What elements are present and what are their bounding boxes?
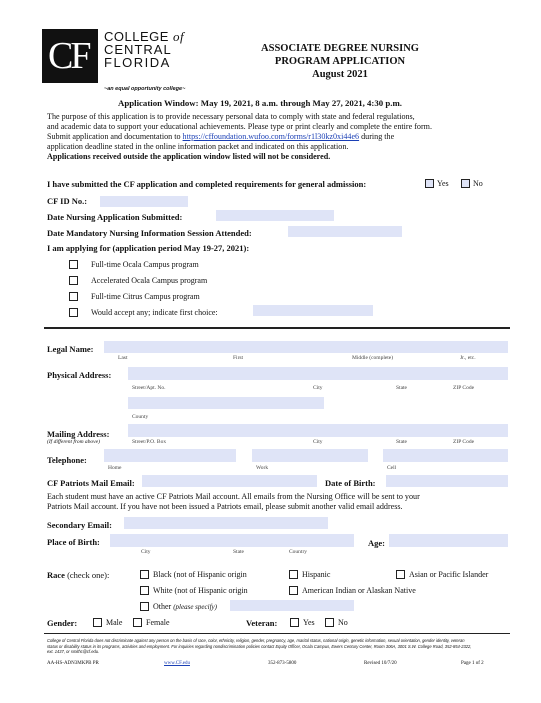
pob-sub-country: Country [289,549,308,555]
phone-sub-cell: Cell [387,465,397,471]
submitted-no-checkbox[interactable] [461,179,470,188]
legal-name-sub-suffix: Jr., etc. [460,355,476,361]
mailing-sub-street: Street/P.O. Box [132,439,167,445]
physical-address-field[interactable] [128,367,508,380]
gender-male-checkbox[interactable] [93,618,102,627]
cf-id-field[interactable] [100,196,188,207]
program-checkbox-ocala-fulltime[interactable] [69,260,78,269]
race-label-hispanic: Hispanic [302,570,331,579]
purpose-line4: application deadline stated in the online information packet and indicated on this application. [47,142,349,151]
purpose-warning: Applications received outside the application window listed will not be considered. [47,152,331,161]
program-checkbox-ocala-accelerated[interactable] [69,276,78,285]
gender-female-label: Female [146,618,170,627]
purpose-line3-pre: Submit application and documentation to [47,132,183,141]
legal-name-sub-middle: Middle (complete) [352,355,394,361]
gender-female-checkbox[interactable] [133,618,142,627]
date-submitted-field[interactable] [216,210,334,221]
submitted-question: I have submitted the CF application and completed requirements for general admission: [47,179,367,189]
veteran-no-checkbox[interactable] [325,618,334,627]
email-note-line1: Each student must have an active CF Patriots Mail account. All emails from the Nursing Office will be sent to your [47,492,420,501]
place-of-birth-label: Place of Birth: [47,537,100,547]
veteran-yes-label: Yes [303,618,315,627]
county-field[interactable] [128,397,324,409]
telephone-work-field[interactable] [252,449,368,462]
pob-sub-state: State [233,549,244,555]
email-note [47,492,420,512]
disclaimer-line3: ext. 1437, or smithc@cf.edu. [47,649,100,655]
race-check-one: (check one): [67,570,110,580]
race-other-text: Other [153,602,172,611]
logo-tagline: ~an equal opportunity college~ [104,86,186,92]
physical-address-label: Physical Address: [47,370,112,380]
disclaimer-line1: College of Central Florida does not discriminate against any person on the basis of race, color, ethnicity, religion, gender, pregnancy, age, marital status, national origin, genetic information, sexual orientation, gender identity, veteran [47,638,465,643]
mailing-sub-zip: ZIP Code [453,439,475,445]
cf-logo-mark [42,29,98,83]
footer-phone: 352-873-5800 [268,661,297,666]
legal-name-sub-last: Last [118,355,128,361]
form-title [240,42,440,81]
application-window: Application Window: May 19, 2021, 8 a.m. through May 27, 2021, 4:30 p.m. [118,98,402,108]
secondary-email-label: Secondary Email: [47,520,112,530]
race-label [47,570,109,580]
logo-wordmark [104,30,184,69]
mailing-sub-city: City [313,439,323,445]
physical-sub-street: Street/Apt. No. [132,385,166,391]
program-checkbox-any[interactable] [69,308,78,317]
logo-line1: COLLEGE [104,29,169,44]
program-label-any: Would accept any; indicate first choice: [91,308,218,317]
footer-url[interactable]: www.CF.edu [164,661,190,666]
dob-label: Date of Birth: [325,478,376,488]
program-label-ocala-accelerated: Accelerated Ocala Campus program [91,276,208,285]
age-label: Age: [368,538,385,548]
veteran-no-label: No [338,618,348,627]
email-note-line2: Patriots Mail account. If you have not been issued a Patriots email, please submit another valid email address. [47,502,403,511]
date-session-field[interactable] [288,226,402,237]
submitted-no-label: No [473,179,483,188]
race-checkbox-hispanic[interactable] [289,570,298,579]
race-checkbox-asian[interactable] [396,570,405,579]
phone-sub-work: Work [256,465,269,471]
date-submitted-label: Date Nursing Application Submitted: [47,212,183,222]
county-sub: County [132,414,149,420]
mailing-note: (If different from above) [47,439,100,445]
purpose-line2: and academic data to support your educational achievements. Please type or print clearly and complete the entire form. [47,122,432,131]
race-label-black: Black (not of Hispanic origin [153,570,247,579]
purpose-line1: The purpose of this application is to provide necessary personal data to comply with state and federal regulations, [47,112,415,121]
veteran-yes-checkbox[interactable] [290,618,299,627]
mailing-address-label: Mailing Address: [47,429,110,439]
race-label-text: Race [47,570,65,580]
dob-field[interactable] [386,475,508,487]
submitted-yes-checkbox[interactable] [425,179,434,188]
footer-disclaimer [47,638,507,655]
race-other-field[interactable] [230,600,354,611]
race-specify: (please specify) [173,603,217,611]
logo-line2: CENTRAL [104,42,172,57]
title-line2: PROGRAM APPLICATION [274,56,406,67]
race-checkbox-black[interactable] [140,570,149,579]
purpose-line3-post: during the [359,132,395,141]
telephone-home-field[interactable] [104,449,236,462]
submission-link[interactable]: https://cffoundation.wufoo.com/forms/r1l30kz0xi44e6 [182,132,360,141]
section-divider [44,327,510,329]
physical-sub-zip: ZIP Code [453,385,475,391]
telephone-label: Telephone: [47,455,87,465]
mailing-address-field[interactable] [128,424,508,437]
title-line1: ASSOCIATE DEGREE NURSING [261,43,419,54]
physical-sub-city: City [313,385,323,391]
physical-sub-state: State [396,385,407,391]
gender-label: Gender: [47,618,78,628]
race-checkbox-american-indian[interactable] [289,586,298,595]
place-of-birth-field[interactable] [110,534,354,547]
legal-name-field[interactable] [104,341,508,353]
race-label-asian: Asian or Pacific Islander [409,570,489,579]
pob-sub-city: City [141,549,151,555]
program-label-citrus-fulltime: Full-time Citrus Campus program [91,292,200,301]
program-label-ocala-fulltime: Full-time Ocala Campus program [91,260,199,269]
date-session-label: Date Mandatory Nursing Information Session Attended: [47,228,252,238]
disclaimer-line2: status or disability status in its programs, activities and employment. For inquiries regarding nondiscrimination policies contact Equity Officer, Ocala Campus, Ewers Century Center, Room 306A, 3001 S.W. College Road, 352-854-2322, [47,643,472,649]
age-field[interactable] [389,534,508,547]
telephone-cell-field[interactable] [383,449,508,462]
legal-name-sub-first: First [233,355,244,361]
footer-code: AA-HS-ADN3MKPB PR [47,661,99,666]
logo-mark-text: CF [48,35,89,77]
cf-id-label: CF ID No.: [47,196,88,206]
race-checkbox-white[interactable] [140,586,149,595]
program-checkbox-citrus-fulltime[interactable] [69,292,78,301]
race-label-other [153,602,217,611]
race-label-white: White (not of Hispanic origin [153,586,248,595]
logo-line3: FLORIDA [104,55,171,70]
footer-revised: Revised 10/7/20 [364,661,397,666]
mailing-sub-state: State [396,439,407,445]
race-label-american-indian: American Indian or Alaskan Native [302,586,416,595]
gender-male-label: Male [106,618,123,627]
footer-page: Page 1 of 2 [461,661,484,666]
footer-divider [44,633,510,634]
applying-label: I am applying for (application period May 19-27, 2021): [47,243,250,253]
patriots-email-label: CF Patriots Mail Email: [47,478,135,488]
veteran-label: Veteran: [246,618,278,628]
patriots-email-field[interactable] [142,475,317,487]
legal-name-label: Legal Name: [47,344,94,354]
phone-sub-home: Home [108,465,122,471]
title-line3: August 2021 [312,69,368,80]
secondary-email-field[interactable] [124,517,328,529]
race-checkbox-other[interactable] [140,602,149,611]
logo-line1-of: of [173,29,185,44]
submitted-yes-label: Yes [437,179,449,188]
purpose-paragraph [47,112,507,162]
first-choice-field[interactable] [253,305,373,316]
